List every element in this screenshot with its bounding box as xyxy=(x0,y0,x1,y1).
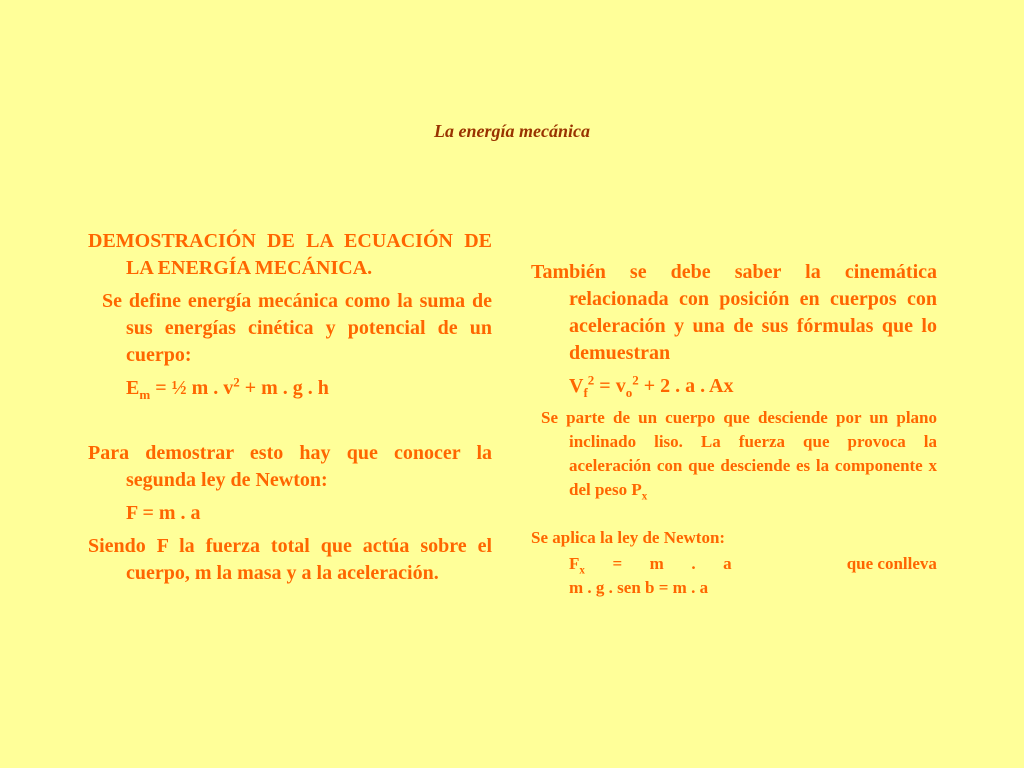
newton-equation: F = m . a xyxy=(126,502,201,524)
kinematics-equation: $V_f^2 = v_o^2 + 2$ . a . Ax xyxy=(569,372,734,400)
left-column xyxy=(88,228,492,587)
incline-equation: m . g . sen b = m . a xyxy=(569,578,709,597)
incline-text: Se parte de un cuerpo que desciende por un plano inclinado liso. La fuerza que provoca la aceleración con que desciende es la componente x del peso $P_x$ xyxy=(541,408,937,503)
newton-intro: Para demostrar esto hay que conocer la segunda ley de Newton: xyxy=(88,442,492,491)
right-column xyxy=(531,259,937,600)
newton-apply-text: Se aplica la ley de Newton: xyxy=(531,528,726,547)
explanation-text: Siendo F la fuerza total que actúa sobre el cuerpo, m la masa y a la aceleración. xyxy=(88,535,492,584)
heading: DEMOSTRACIÓN DE LA ECUACIÓN DE LA ENERGÍA MECÁNICA. xyxy=(88,230,492,279)
force-equation: $F_x$ = m . a que conlleva xyxy=(569,554,937,577)
kinematics-text: También se debe saber la cinemática relacionada con posición en cuerpos con aceleración y una de sus fórmulas que lo demuestran xyxy=(531,261,937,364)
slide-title: La energía mecánica xyxy=(434,121,590,141)
energy-equation: $E_m$ = ½ m . $v^2 + m$ . g . h xyxy=(126,374,329,402)
definition-text: Se define energía mecánica como la suma de sus energías cinética y potencial de un cuerpo: xyxy=(102,290,492,366)
